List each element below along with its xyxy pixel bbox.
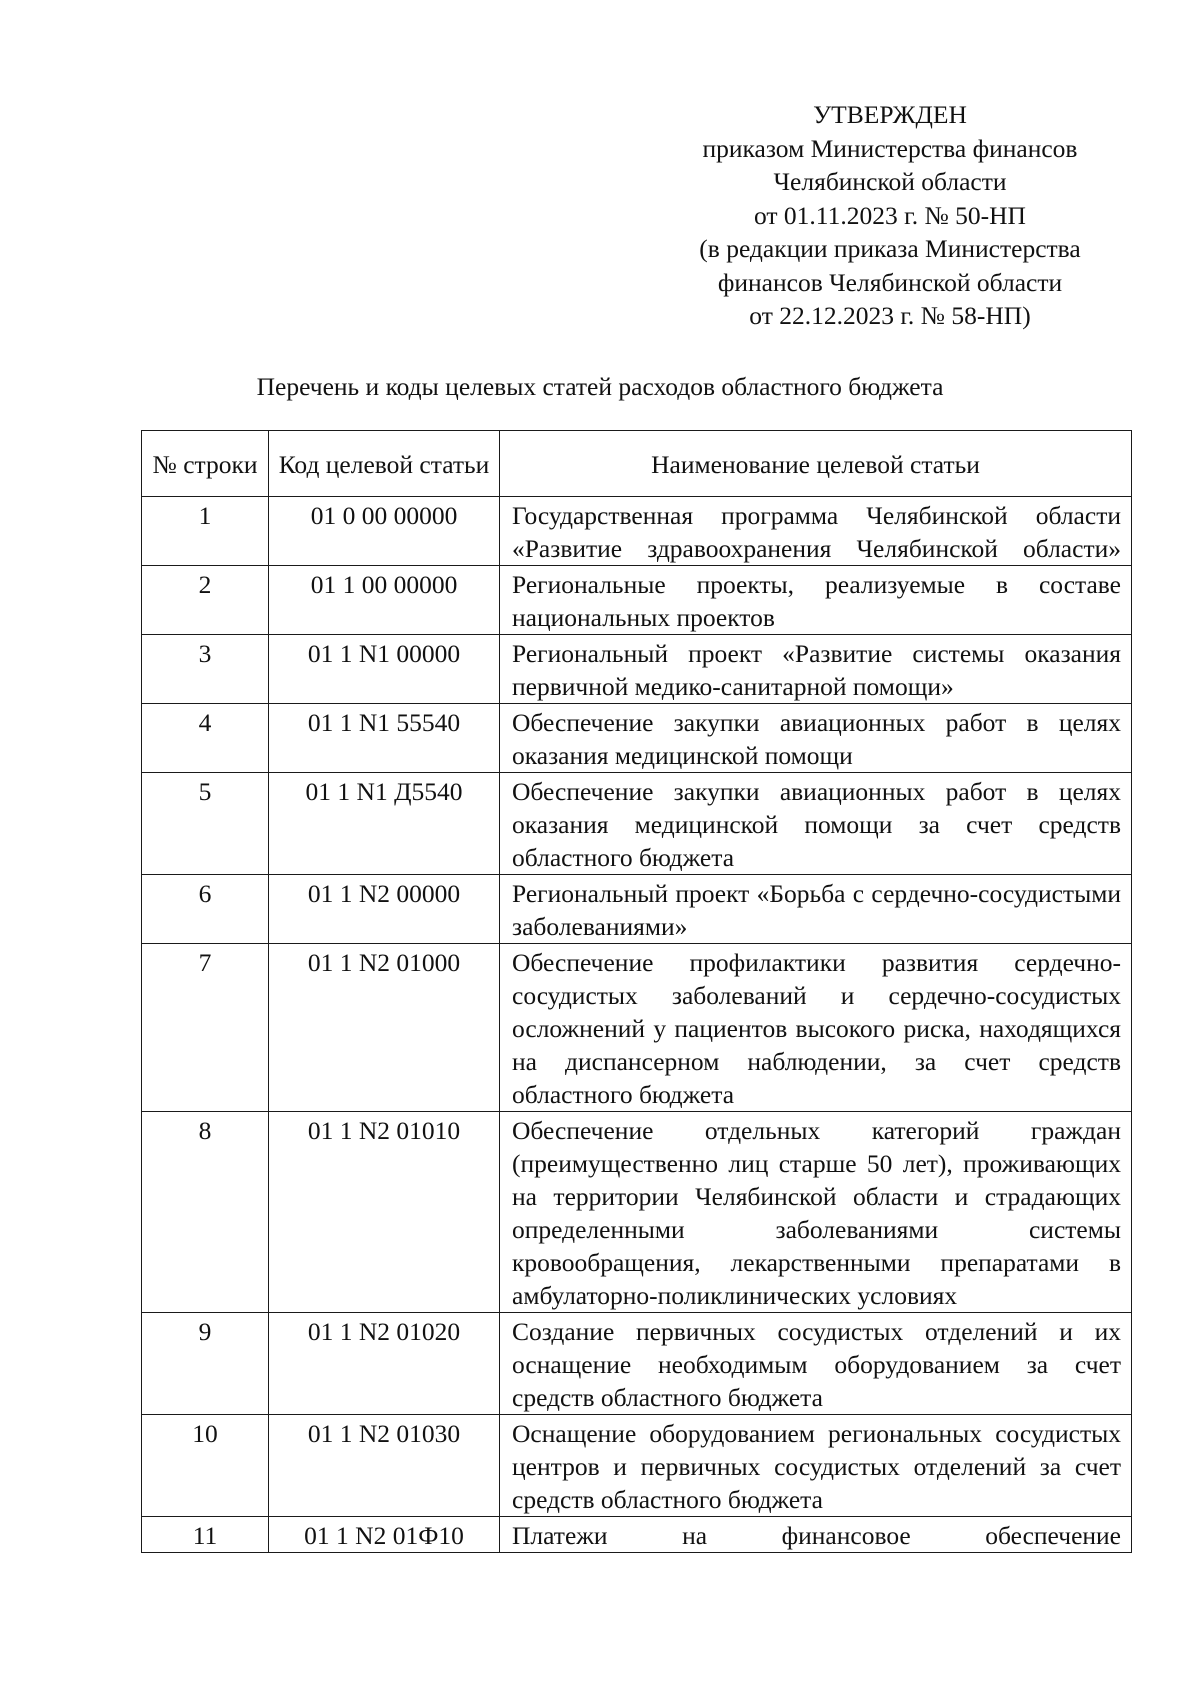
item-code: 01 1 N2 01000 [269, 944, 500, 1112]
approval-heading: УТВЕРЖДЕН [813, 100, 967, 129]
row-number: 4 [142, 704, 269, 773]
item-name: Обеспечение закупки авиационных работ в целях оказания медицинской помощи [500, 704, 1132, 773]
row-number: 5 [142, 773, 269, 875]
item-name: Обеспечение профилактики развития сердечно-сосудистых заболеваний и сердечно-сосудистых осложнений у пациентов высокого риска, находящихся на диспансерном наблюдении, за счет средств областного бюджета [500, 944, 1132, 1112]
table-row [142, 875, 1132, 944]
header-item-name: Наименование целевой статьи [500, 431, 1132, 497]
row-number: 10 [142, 1415, 269, 1517]
row-number: 9 [142, 1313, 269, 1415]
row-number: 1 [142, 497, 269, 566]
row-number: 8 [142, 1112, 269, 1313]
row-number: 3 [142, 635, 269, 704]
header-item-code: Код целевой статьи [269, 431, 500, 497]
item-name: Обеспечение отдельных категорий граждан (преимущественно лиц старше 50 лет), проживающих на территории Челябинской области и страдающих определенными заболеваниями системы кровообращения, лекарственными препаратами в амбулаторно-поликлинических условиях [500, 1112, 1132, 1313]
table-row [142, 1313, 1132, 1415]
item-code: 01 1 N2 01030 [269, 1415, 500, 1517]
item-name: Оснащение оборудованием региональных сосудистых центров и первичных сосудистых отделений за счет средств областного бюджета [500, 1415, 1132, 1517]
item-code: 01 1 N1 55540 [269, 704, 500, 773]
item-code: 01 1 N2 01Ф10 [269, 1517, 500, 1553]
item-name: Региональный проект «Борьба с сердечно-сосудистыми заболеваниями» [500, 875, 1132, 944]
item-code: 01 1 N2 00000 [269, 875, 500, 944]
table-row [142, 1112, 1132, 1313]
row-number: 6 [142, 875, 269, 944]
approval-line: Челябинской области [773, 167, 1007, 196]
row-number: 11 [142, 1517, 269, 1553]
item-name: Региональный проект «Развитие системы оказания первичной медико-санитарной помощи» [500, 635, 1132, 704]
row-number: 7 [142, 944, 269, 1112]
table-row [142, 773, 1132, 875]
approval-line: приказом Министерства финансов [702, 133, 1078, 163]
table-row [142, 704, 1132, 773]
document-title: Перечень и коды целевых статей расходов областного бюджета [256, 372, 944, 401]
budget-items-table [141, 430, 1132, 1553]
approval-stamp [630, 98, 1150, 333]
item-code: 01 1 N1 00000 [269, 635, 500, 704]
table-row [142, 1415, 1132, 1517]
table-row [142, 635, 1132, 704]
table-row [142, 944, 1132, 1112]
approval-line: финансов Челябинской области [717, 267, 1063, 297]
table-row [142, 566, 1132, 635]
header-row-number: № строки [142, 431, 269, 497]
item-code: 01 1 N1 Д5540 [269, 773, 500, 875]
item-code: 01 1 N2 01010 [269, 1112, 500, 1313]
item-code: 01 0 00 00000 [269, 497, 500, 566]
approval-line: от 22.12.2023 г. № 58-НП) [749, 301, 1031, 330]
item-name: Государственная программа Челябинской области «Развитие здравоохранения Челябинской области» [500, 497, 1132, 566]
table-row [142, 1517, 1132, 1553]
table-header-row [142, 431, 1132, 497]
item-name: Обеспечение закупки авиационных работ в целях оказания медицинской помощи за счет средств областного бюджета [500, 773, 1132, 875]
item-code: 01 1 00 00000 [269, 566, 500, 635]
item-name: Платежи на финансовое обеспечение [500, 1517, 1132, 1553]
approval-line: от 01.11.2023 г. № 50-НП [754, 200, 1026, 230]
row-number: 2 [142, 566, 269, 635]
approval-line: (в редакции приказа Министерства [699, 234, 1081, 263]
item-name: Создание первичных сосудистых отделений и их оснащение необходимым оборудованием за счет средств областного бюджета [500, 1313, 1132, 1415]
item-name: Региональные проекты, реализуемые в составе национальных проектов [500, 566, 1132, 635]
table-row [142, 497, 1132, 566]
item-code: 01 1 N2 01020 [269, 1313, 500, 1415]
